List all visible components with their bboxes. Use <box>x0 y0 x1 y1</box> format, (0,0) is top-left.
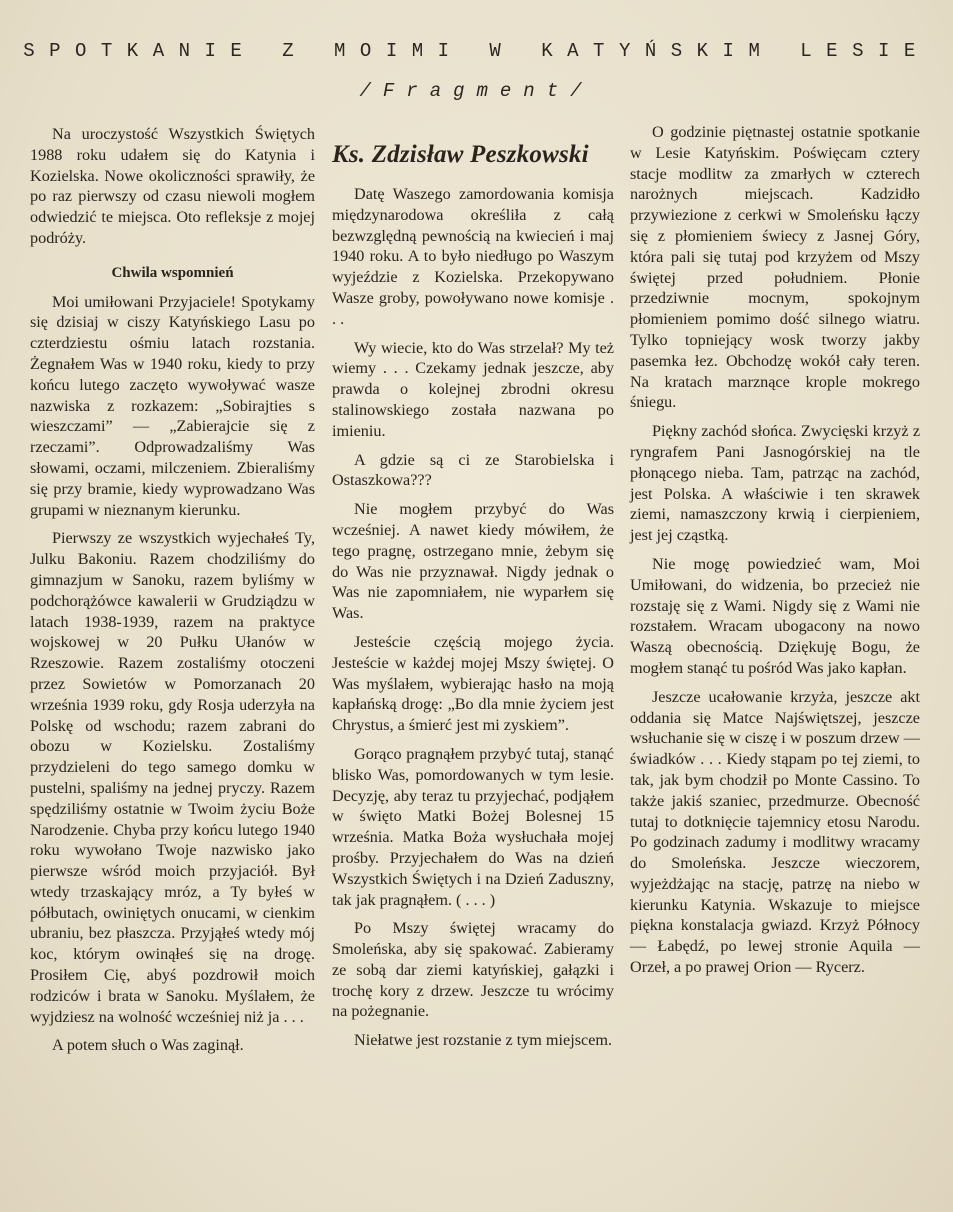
text-column-2 <box>332 140 614 1059</box>
paragraph: Gorąco pragnąłem przybyć tutaj, stanąć blisko Was, pomordowanych w tym lesie. Decyzję, aby teraz tu przyjechać, podjąłem w święto Matki Bożej Bolesnej 15 września. Matka Boża wysłuchała mojej prośby. Przyjechałem do Was na dzień Wszystkich Świętych i na Dzień Zaduszny, tak jak pragnąłem. ( . . . ) <box>332 744 614 909</box>
article-title: SPOTKANIE Z MOIMI W KATYŃSKIM LESIE <box>23 40 930 62</box>
paragraph: Datę Waszego zamordowania komisja międzynarodowa określiła z całą bezwzględną pewnością na kwiecień i maj 1940 roku. A to było niedługo po Waszym wyjeździe z Kozielska. Przekopywano Wasze groby, powoływano nowe komisje . . . <box>332 185 614 328</box>
paragraph: Po Mszy świętej wracamy do Smoleńska, aby się spakować. Zabieramy ze sobą dar ziemi katyńskiej, gałązki i trochę kory z drzew. Jeszcze tu wrócimy na pożegnanie. <box>332 919 614 1021</box>
paragraph: A potem słuch o Was zaginął. <box>52 1036 244 1055</box>
paragraph: Jeszcze ucałowanie krzyża, jeszcze akt oddania się Matce Najświętszej, jeszcze wsłuchanie się w ciszę i w poszum drzew — świadków . . . Kiedy stąpam po tej ziemi, to tak, jak bym chodził po Monte Cassino. To także jakiś szaniec, przedmurze. Obecność tutaj to dotknięcie tajemnicy etosu Narodu. Po godzinach zadumy i modlitwy wracamy do Smoleńska. Jeszcze wieczorem, wyjeżdżając na stację, patrzę na niebo w kierunku Katynia. Wskazuje to miejsce piękna konstalacja gwiazd. Krzyż Północy — Łabędź, po lewej stronie Aquila — Orzeł, a po prawej Orion — Rycerz. <box>630 687 920 977</box>
paragraph: A gdzie są ci ze Starobielska i Ostaszkowa??? <box>332 450 614 490</box>
intro-paragraph: Na uroczystość Wszystkich Świętych 1988 roku udałem się do Katynia i Kozielska. Nowe okoliczności sprawiły, że po raz pierwszy od czasu niewoli mogłem odwiedzić te miejsca. Oto refleksje z mojej podróży. <box>30 125 315 247</box>
paragraph: Nie mogłem przybyć do Was wcześniej. A nawet kiedy mówiłem, że tego pragnę, ostrzegano mnie, żebym się do Was nie przyznawał. Nigdy jednak o Was nie zapomniałem, nie wyparłem się Was. <box>332 500 614 623</box>
paragraph: Wy wiecie, kto do Was strzelał? My też wiemy . . . Czekamy jednak jeszcze, aby prawda o kolejnej zbrodni okresu stalinowskiego została nazwana po imieniu. <box>332 338 614 440</box>
paragraph: O godzinie piętnastej ostatnie spotkanie w Lesie Katyńskim. Poświęcam cztery stacje modlitw za zmarłych w czterech narożnych miejscach. Kadzidło przywiezione z cerkwi w Smoleńsku łączy się z płomieniem świecy z Jasnej Góry, która pali się tutaj pod krzyżem od Mszy świętej przed południem. Płonie przedziwnie mocnym, spokojnym płomieniem pomimo dość silnego wiatru. Tylko topniejący wosk tworzy jakby pasemka łez. Obchodzę wokół cały teren. Na kratach marznące krople mokrego śniegu. <box>630 123 920 412</box>
section-title: Chwila wspomnień <box>111 264 234 281</box>
text-column-3 <box>630 122 920 986</box>
text-column-1 <box>30 124 315 1064</box>
author-name: Ks. Zdzisław Peszkowski <box>332 141 589 168</box>
paragraph: Jesteście częścią mojego życia. Jesteście w każdej mojej Mszy świętej. O Was myślałem, wybierając hasło na moją kapłańską drogę: „Bo dla mnie życiem jest Chrystus, a śmierć jest mi zyskiem”. <box>332 632 614 735</box>
paragraph: Moi umiłowani Przyjaciele! Spotykamy się dzisiaj w ciszy Katyńskiego Lasu po czterdziestu ośmiu latach rozstania. Żegnałem Was w 1940 roku, kiedy to przy końcu lutego zaczęto wywoływać wasze nazwiska z rozkazem: „Sobirajties s wieszczami” — „Zabierajcie się z rzeczami”. Odprowadzaliśmy Was słowami, oczami, milczeniem. Zbieraliśmy się przy bramie, kiedy wyprowadzano Was grupami w nieznanym kierunku. <box>30 292 315 519</box>
paragraph: Nie mogę powiedzieć wam, Moi Umiłowani, do widzenia, bo przecież nie rozstaję się z Wami. Nigdy się z Wami nie rozstałem. Wracam ubogacony na nowo Waszą obecnością. Dziękuję Bogu, że mogłem stanąć tu pośród Was jako kapłan. <box>630 554 920 677</box>
paragraph: Pierwszy ze wszystkich wyjechałeś Ty, Julku Bakoniu. Razem chodziliśmy do gimnazjum w Sanoku, razem byliśmy w podchorążówce kawalerii w Grudziądzu w latach 1938-1939, razem na praktyce wojskowej w 20 Pułku Ułanów w Rzeszowie. Razem zostaliśmy otoczeni przez Sowietów w Pomorzanach 20 września 1939 roku, gdy Rosja uderzyła na Polskę od wschodu; razem zabrani do obozu w Kozielsku. Zostaliśmy przydzieleni do tego samego domku w pustelni, spaliśmy na jednej pryczy. Razem spędziliśmy ostatnie w Twoim życiu Boże Narodzenie. Chyba przy końcu lutego 1940 roku wywołano Twoje nazwisko jako pierwsze wśród moich przyjaciół. Był wtedy trzaskający mróz, a Ty byłeś w półbutach, owiniętych onucami, w cienkim ubraniu, bez płaszcza. Przyjąłeś wtedy mój koc, którym owinąłeś się na drogę. Prosiłem Cię, abyś pozdrowił moich rodziców i brata w Sanoku. Myślałem, że wyjdziesz na wolność wcześniej niż ja . . . <box>30 529 315 1026</box>
paragraph: Niełatwe jest rozstanie z tym miejscem. <box>354 1031 613 1050</box>
paragraph: Piękny zachód słońca. Zwycięski krzyż z ryngrafem Pani Jasnogórskiej na tle płonącego nieba. Tam, patrząc na zachód, jest Polska. A właściwie i ten skrawek ziemi, namaszczony krwią i cierpieniem, jest jej cząstką. <box>630 422 920 545</box>
article-subtitle: /Fragment/ <box>359 80 594 102</box>
